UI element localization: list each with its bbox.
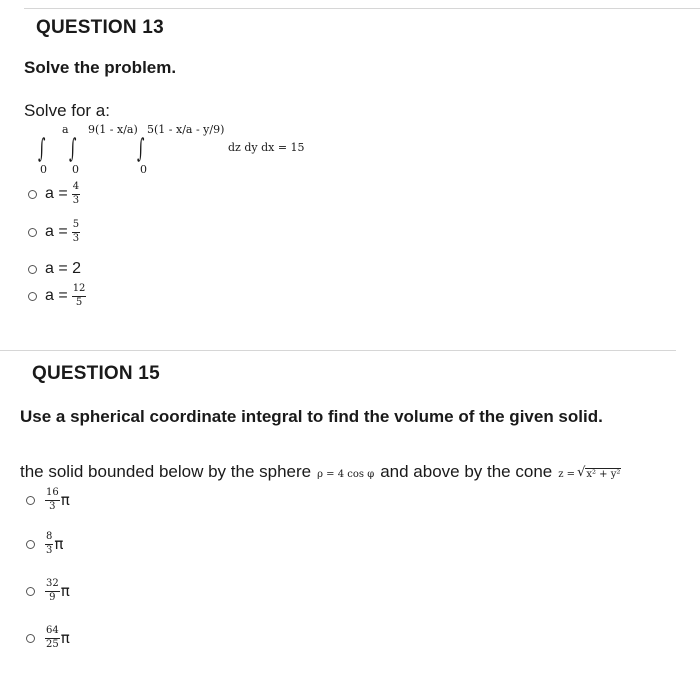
denominator: 3 (49, 500, 56, 512)
numerator: 4 (72, 181, 80, 192)
radio-button[interactable] (28, 190, 37, 199)
question-15-prompt (20, 462, 627, 482)
radio-button[interactable] (26, 634, 35, 643)
radio-button[interactable] (28, 292, 37, 301)
fraction (72, 284, 87, 308)
numerator: 12 (72, 283, 86, 294)
integrand: dz dy dx = 15 (228, 141, 305, 154)
sqrt-icon: √ (577, 465, 586, 480)
middle-lower-limit: 0 (72, 163, 79, 176)
option-prefix: a = (45, 223, 68, 240)
q15-option-3[interactable] (26, 579, 70, 603)
fraction (45, 488, 60, 512)
cone-radicand: x² + y² (586, 469, 621, 480)
q13-option-4[interactable] (28, 284, 86, 308)
pi-symbol: π (54, 535, 64, 553)
fraction (72, 182, 80, 206)
pi-symbol: π (60, 491, 70, 509)
denominator: 3 (46, 544, 53, 556)
fraction (45, 579, 60, 603)
question-13-prompt: Solve for a: (24, 101, 110, 120)
numerator: 32 (46, 578, 59, 589)
denominator: 25 (46, 638, 59, 650)
question-13-heading: QUESTION 13 (36, 17, 164, 38)
radio-button[interactable] (26, 587, 35, 596)
pi-symbol: π (60, 582, 70, 600)
fraction (45, 626, 60, 650)
prompt-text-1: the solid bounded below by the sphere (20, 462, 312, 481)
question-15-heading: QUESTION 15 (32, 363, 160, 384)
denominator: 9 (49, 591, 56, 603)
sphere-equation: ρ = 4 cos φ (317, 469, 375, 480)
cone-lhs: z = (558, 469, 576, 480)
integral-sign-middle: ∫ (69, 134, 77, 164)
radio-button[interactable] (26, 540, 35, 549)
numerator: 8 (46, 531, 53, 542)
radio-button[interactable] (26, 496, 35, 505)
q13-option-1[interactable] (28, 182, 80, 206)
outer-upper-limit: a (62, 123, 69, 136)
denominator: 5 (75, 296, 83, 308)
numerator: 16 (46, 487, 59, 498)
q15-option-1[interactable] (26, 488, 70, 512)
pi-symbol: π (60, 629, 70, 647)
option-prefix: a = 2 (45, 260, 82, 277)
denominator: 3 (72, 194, 80, 206)
q13-option-3[interactable] (28, 260, 81, 278)
top-divider (24, 8, 700, 9)
q13-option-2[interactable] (28, 220, 80, 244)
numerator: 5 (72, 219, 80, 230)
question-13-instruction: Solve the problem. (24, 58, 177, 77)
question-15-instruction: Use a spherical coordinate integral to find the volume of the given solid. (20, 407, 603, 426)
radio-button[interactable] (28, 228, 37, 237)
q15-option-2[interactable] (26, 532, 63, 556)
option-prefix: a = (45, 185, 68, 202)
section-divider (0, 350, 676, 351)
prompt-text-2: and above by the cone (380, 462, 553, 481)
integral-sign-inner: ∫ (137, 134, 145, 164)
inner-lower-limit: 0 (140, 163, 147, 176)
radio-button[interactable] (28, 265, 37, 274)
denominator: 3 (72, 232, 80, 244)
fraction (45, 532, 53, 556)
integral-sign-outer: ∫ (38, 134, 46, 164)
middle-upper-limit: 9(1 - x/a) (88, 123, 138, 136)
numerator: 64 (46, 625, 59, 636)
inner-upper-limit: 5(1 - x/a - y/9) (147, 123, 225, 136)
cone-equation (558, 465, 621, 480)
fraction (72, 220, 80, 244)
option-prefix: a = (45, 287, 68, 304)
outer-lower-limit: 0 (40, 163, 47, 176)
q15-option-4[interactable] (26, 626, 70, 650)
